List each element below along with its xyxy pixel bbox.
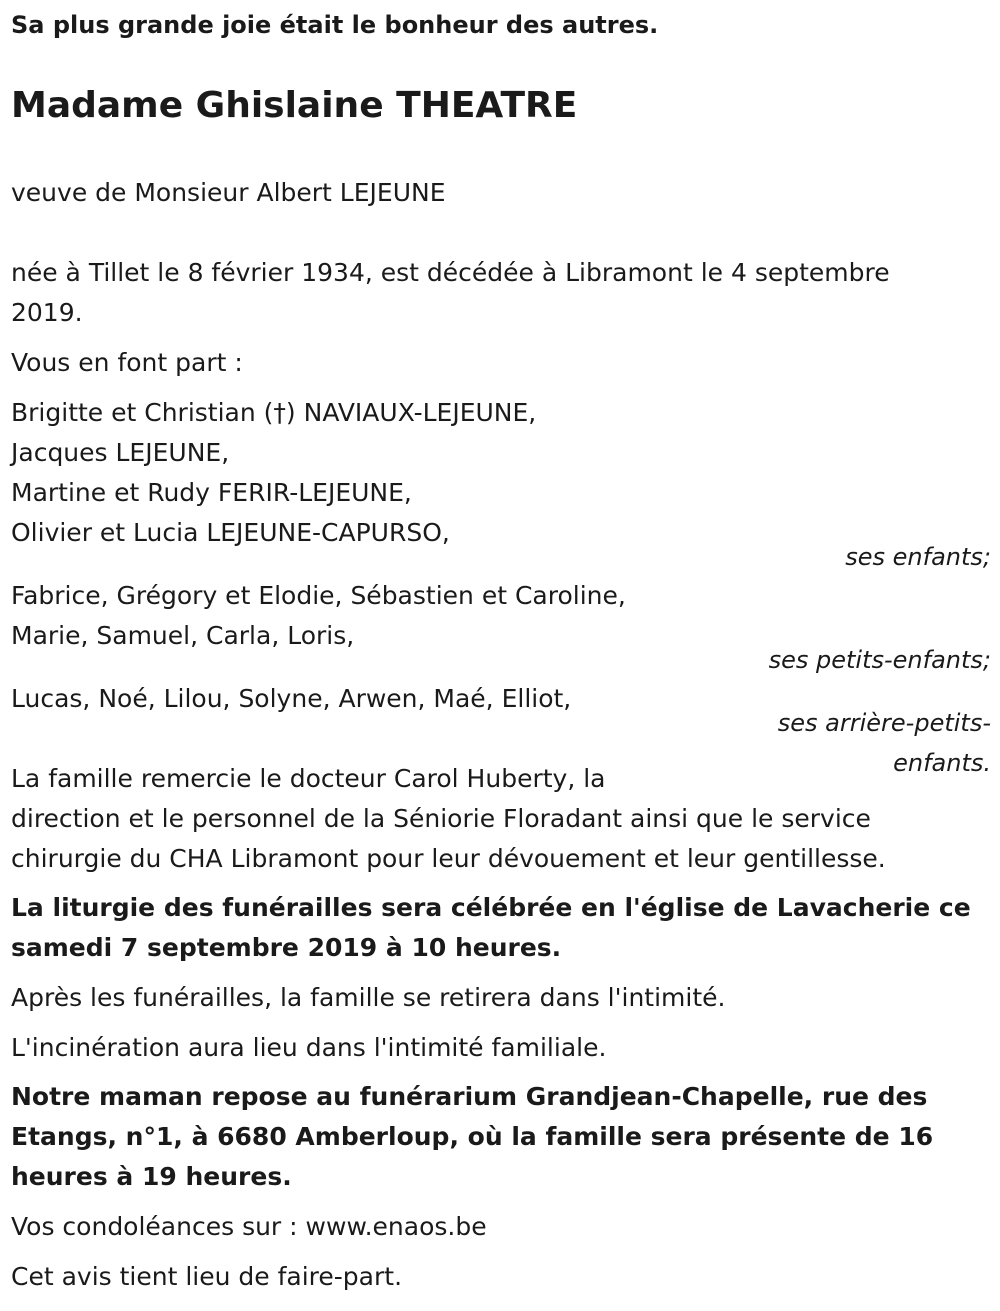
great-grandchild-name: Lucas, Noé, Lilou, Solyne, Arwen, Maé, Elliot, — [11, 684, 572, 713]
child-name: Olivier et Lucia LEJEUNE-CAPURSO, — [11, 518, 450, 547]
cremation: L'incinération aura lieu dans l'intimité familiale. — [11, 1033, 607, 1062]
great-grandchildren-relation-line-1: ses arrière-petits- — [777, 709, 991, 737]
condolences — [11, 1207, 487, 1247]
liturgy-line-2: samedi 7 septembre 2019 à 10 heures. — [11, 933, 562, 962]
liturgy-line-1: La liturgie des funérailles sera célébrée en l'église de Lavacherie ce — [11, 893, 971, 922]
child-name: Jacques LEJEUNE, — [11, 438, 230, 467]
thanks-line-1: La famille remercie le docteur Carol Huberty, la — [11, 764, 606, 793]
children-relation: ses enfants; — [845, 543, 991, 571]
grandchildren-relation: ses petits-enfants; — [768, 646, 991, 674]
great-grandchildren-relation-line-2: enfants. — [893, 749, 991, 777]
child-name: Brigitte et Christian (†) NAVIAUX-LEJEUNE, — [11, 398, 537, 427]
thanks-line-3: chirurgie du CHA Libramont pour leur dévouement et leur gentillesse. — [11, 844, 886, 873]
deceased-name: Madame Ghislaine THEATRE — [11, 85, 578, 126]
birth-death-line-2: 2019. — [11, 298, 83, 327]
after-funeral: Après les funérailles, la famille se retirera dans l'intimité. — [11, 983, 726, 1012]
condolences-link[interactable]: www.enaos.be — [305, 1212, 487, 1241]
funerarium-line-3: heures à 19 heures. — [11, 1162, 292, 1191]
child-name: Martine et Rudy FERIR-LEJEUNE, — [11, 478, 412, 507]
announcement: Vous en font part : — [11, 348, 243, 377]
condolences-label: Vos condoléances sur : — [11, 1212, 298, 1241]
epigraph: Sa plus grande joie était le bonheur des autres. — [11, 11, 659, 39]
grandchild-name: Fabrice, Grégory et Elodie, Sébastien et Caroline, — [11, 581, 626, 610]
funerarium-line-1: Notre maman repose au funérarium Grandjean-Chapelle, rue des — [11, 1082, 928, 1111]
birth-death-line-1: née à Tillet le 8 février 1934, est décédée à Libramont le 4 septembre — [11, 258, 890, 287]
thanks-line-2: direction et le personnel de la Séniorie Floradant ainsi que le service — [11, 804, 871, 833]
widow-of: veuve de Monsieur Albert LEJEUNE — [11, 178, 446, 207]
grandchild-name: Marie, Samuel, Carla, Loris, — [11, 621, 355, 650]
funerarium-line-2: Etangs, n°1, à 6680 Amberloup, où la famille sera présente de 16 — [11, 1122, 934, 1151]
notice: Cet avis tient lieu de faire-part. — [11, 1262, 403, 1291]
